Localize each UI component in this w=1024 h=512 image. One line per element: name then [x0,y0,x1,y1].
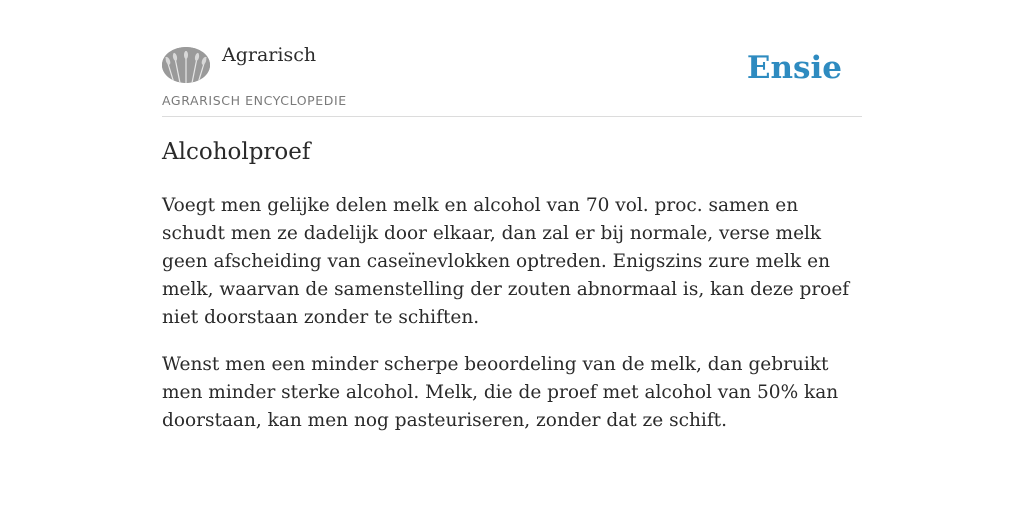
article-paragraph: Voegt men gelijke delen melk en alcohol van 70 vol. proc. samen en schudt men ze dadelijk door elkaar, dan zal er bij normale, verse melk geen afscheiding van caseïnevlokken optreden. Enigszins zure melk en melk, waarvan de samenstelling der zouten abnormaal is, kan deze proef niet doorstaan zonder te schiften. [162,195,850,328]
source-name[interactable]: Agrarisch [222,44,317,66]
source-subtitle: AGRARISCH ENCYCLOPEDIE [162,93,347,108]
article-paragraph: Wenst men een minder scherpe beoordeling van de melk, dan gebruikt men minder sterke alcohol. Melk, die de proef met alcohol van 50% kan doorstaan, kan men nog pasteuriseren, zonder dat ze schift. [162,354,839,431]
article-title: Alcoholproef [162,139,311,165]
wheat-icon [162,47,210,83]
brand-logo[interactable]: Ensie [746,50,842,86]
header [162,0,862,117]
page-container [162,0,862,431]
source-avatar[interactable] [162,47,210,83]
article-body [162,192,866,454]
